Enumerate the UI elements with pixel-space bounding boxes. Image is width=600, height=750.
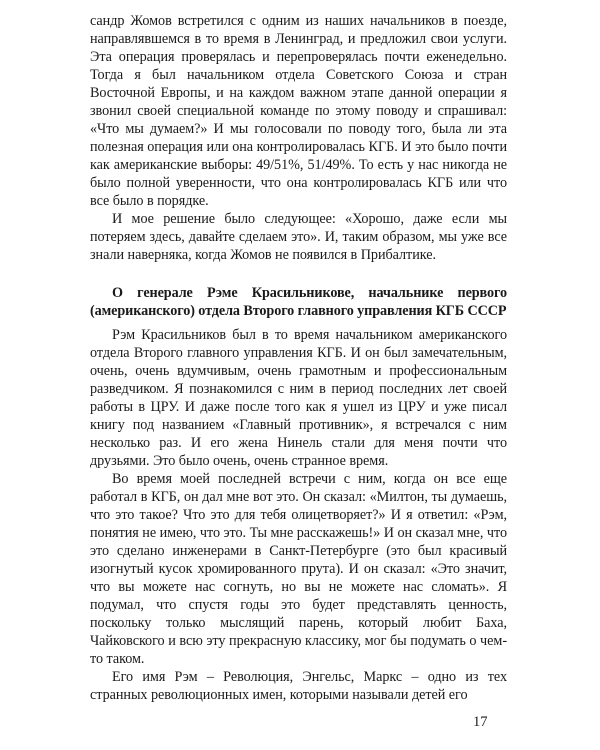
paragraph-last-meeting: Во время моей последней встречи с ним, когда он все еще работал в КГБ, он дал мне вот это. Он сказал: «Милтон, ты думаешь, что это такое? Что это для тебя олицетворяет?» И я ответил: «Рэм, понятия не имею, что это. Ты мне расскажешь!» И он сказал мне, что это сделано инженерами в Санкт-Петербурге (это был красивый изогнутый кусок хромированного прута). И он сказал: «Это значит, что вы можете нас согнуть, но вы не можете нас сломать». Я подумал, что спустя годы это будет представлять ценность, поскольку только мыслящий парень, который любит Баха, Чайковского и всю эту прекрасную классику, мог бы подумать о чем-то таком. xyxy=(90,471,507,667)
page-number: 17 xyxy=(473,714,488,730)
section-heading: О генерале Рэме Красильникове, начальнике первого (американского) отдела Второго главного управления КГБ СССР xyxy=(90,285,507,319)
paragraph-krasilnikov-intro: Рэм Красильников был в то время начальником американского отдела Второго главного управления КГБ. И он был замечательным, очень, очень вдумчивым, очень грамотным и профессиональным разведчиком. Я познакомился с ним в период последних лет своей работы в ЦРУ. И даже после того как я ушел из ЦРУ и уже писал книгу под названием «Главный противник», я встречался с ним несколько раз. И его жена Нинель стали для меня почти что друзьями. Это было очень, очень странное время. xyxy=(90,327,507,469)
paragraph-name-origin: Его имя Рэм – Революция, Энгельс, Маркс – одно из тех странных революционных имен, которыми называли детей его xyxy=(90,669,507,703)
paragraph-continued: сандр Жомов встретился с одним из наших начальников в поезде, направлявшемся в то время в Ленинград, и предложил свои услуги. Эта операция проверялась и перепроверялась почти еженедельно. Тогда я был начальником отдела Советского Союза и стран Восточной Европы, и на каждом важном этапе данной операции я звонил своей специальной команде по этому поводу и спрашивал: «Что мы думаем?» И мы голосовали по поводу того, была ли эта полезная операция или она контролировалась КГБ. И это было почти как американские выборы: 49/51%, 51/49%. То есть у нас никогда не было полной уверенности, что она контролировалась КГБ или что все было в порядке. xyxy=(90,13,507,209)
paragraph-decision: И мое решение было следующее: «Хорошо, даже если мы потеряем здесь, давайте сделаем это». И, таким образом, мы уже все знали наверняка, когда Жомов не появился в Прибалтике. xyxy=(90,211,507,263)
book-page xyxy=(90,12,507,704)
